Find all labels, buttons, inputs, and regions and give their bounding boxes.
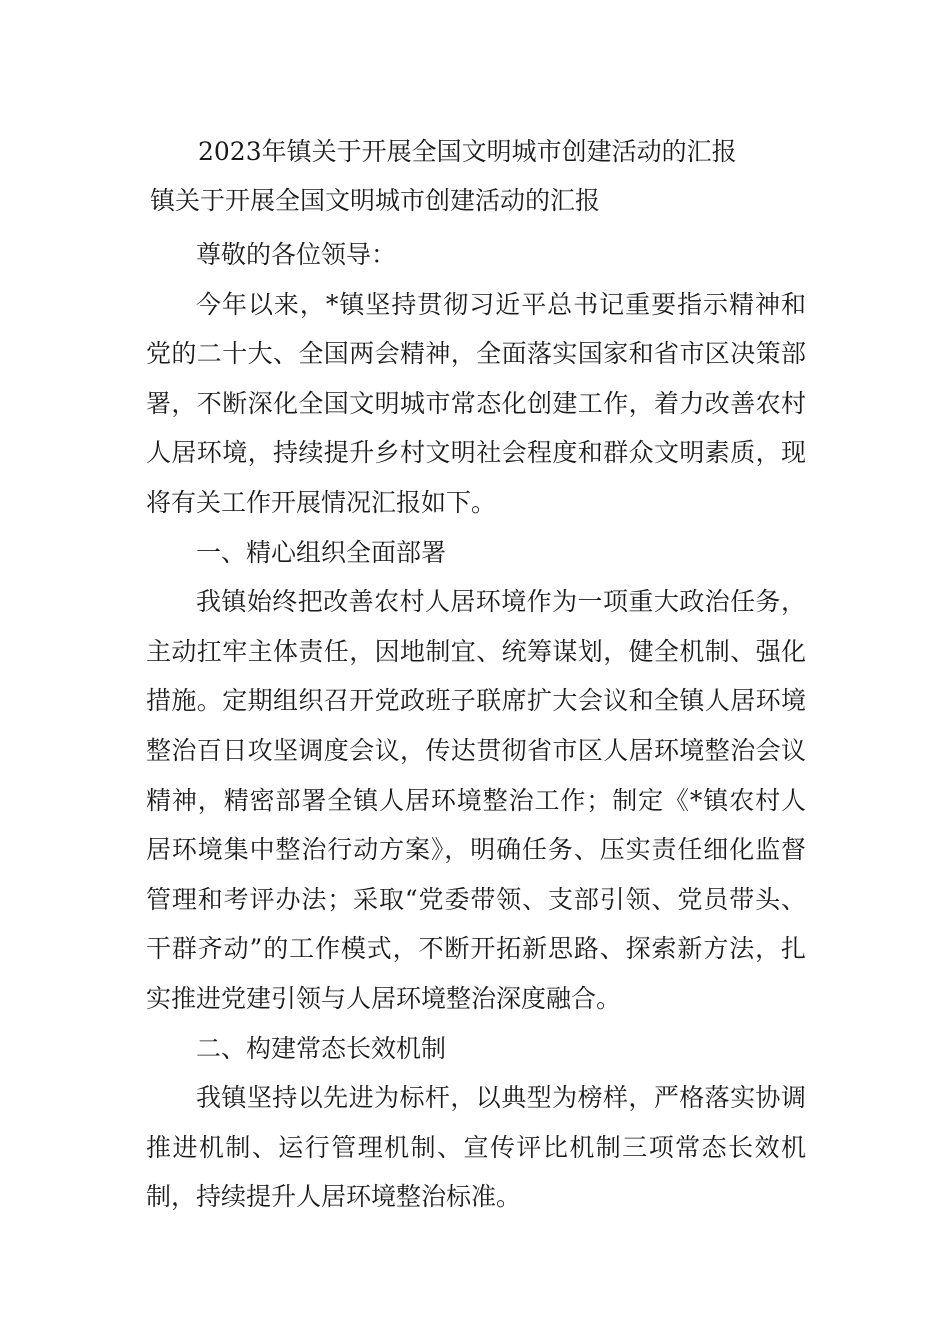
section-heading-2: 二、构建常态长效机制: [196, 1033, 447, 1063]
section-paragraph-1: 我镇始终把改善农村人居环境作为一项重大政治任务，主动扛牢主体责任，因地制宜、统筹谋划，健全机制、强化措施。定期组织召开党政班子联席扩大会议和全镇人居环境整治百日攻坚调度会议，传达贯彻省市区人居环境整治会议精神，精密部署全镇人居环境整治工作；制定《*镇农村人居环境集中整治行动方案》，明确任务、压实责任细化监督管理和考评办法；采取“党委带领、支部引领、党员带头、干群齐动”的工作模式，不断开拓新思路、探索新方法，扎实推进党建引领与人居环境整治深度融合。: [146, 587, 806, 1013]
intro-paragraph: 今年以来，*镇坚持贯彻习近平总书记重要指示精神和党的二十大、全国两会精神，全面落实国家和省市区决策部署，不断深化全国文明城市常态化创建工作，着力改善农村人居环境，持续提升乡村文明社会程度和群众文明素质，现将有关工作开展情况汇报如下。: [146, 289, 806, 517]
salutation: 尊敬的各位领导：: [196, 240, 397, 269]
document-subtitle: 镇关于开展全国文明城市创建活动的汇报: [150, 186, 601, 215]
document-body: [146, 230, 806, 1222]
document-title: 2023年镇关于开展全国文明城市创建活动的汇报: [198, 137, 737, 166]
section-heading-1: 一、精心组织全面部署: [196, 537, 447, 567]
section-paragraph-2: 我镇坚持以先进为标杆，以典型为榜样，严格落实协调推进机制、运行管理机制、宣传评比机制三项常态长效机制，持续提升人居环境整治标准。: [146, 1083, 806, 1212]
